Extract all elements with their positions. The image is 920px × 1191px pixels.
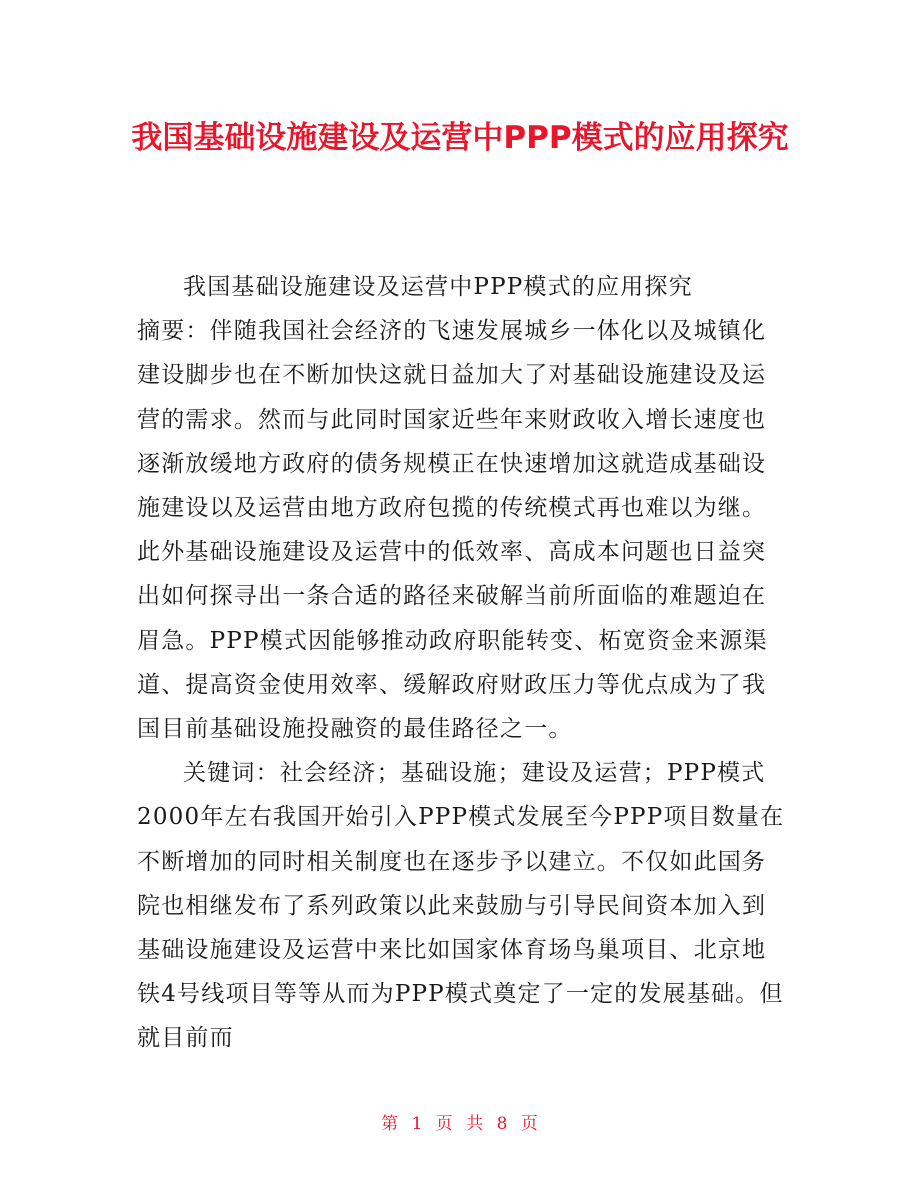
footer-page-unit: 页 (435, 1114, 454, 1134)
footer-current-page: 1 (411, 1114, 424, 1134)
footer-prefix: 第 (381, 1114, 400, 1134)
footer-total-prefix: 共 (466, 1114, 485, 1134)
footer-total-pages: 8 (496, 1114, 509, 1134)
page-footer (0, 1112, 920, 1136)
paragraph-heading-repeat: 我国基础设施建设及运营中PPP模式的应用探究 (183, 274, 693, 300)
paragraph-abstract: 摘要：伴随我国社会经济的飞速发展城乡一体化以及城镇化建设脚步也在不断加快这就日益加大了对基础设施建设及运营的需求。然而与此同时国家近些年来财政收入增长速度也逐渐放缓地方政府的债务规模正在快速增加这就造成基础设施建设以及运营由地方政府包揽的传统模式再也难以为继。此外基础设施建设及运营中的低效率、高成本问题也日益突出如何探寻出一条合适的路径来破解当前所面临的难题迫在眉急。PPP模式因能够推动政府职能转变、柘宽资金来源渠道、提高资金使用效率、缓解政府财政压力等优点成为了我国目前基础设施投融资的最佳路径之一。 (137, 318, 768, 743)
document-body (137, 265, 785, 1061)
paragraph-body: 2000年左右我国开始引入PPP模式发展至今PPP项目数量在不断增加的同时相关制度也在逐步予以建立。不仅如此国务院也相继发布了系列政策以此来鼓励与引导民间资本加入到基础设施建设及运营中来比如国家体育场鸟巢项目、北京地铁4号线项目等等从而为PPP模式奠定了一定的发展基础。但就目前而 (137, 804, 785, 1052)
footer-total-unit: 页 (520, 1114, 539, 1134)
paragraph-keywords: 关键词：社会经济；基础设施；建设及运营；PPP模式 (183, 760, 766, 787)
document-title: 我国基础设施建设及运营中PPP模式的应用探究 (131, 120, 789, 156)
